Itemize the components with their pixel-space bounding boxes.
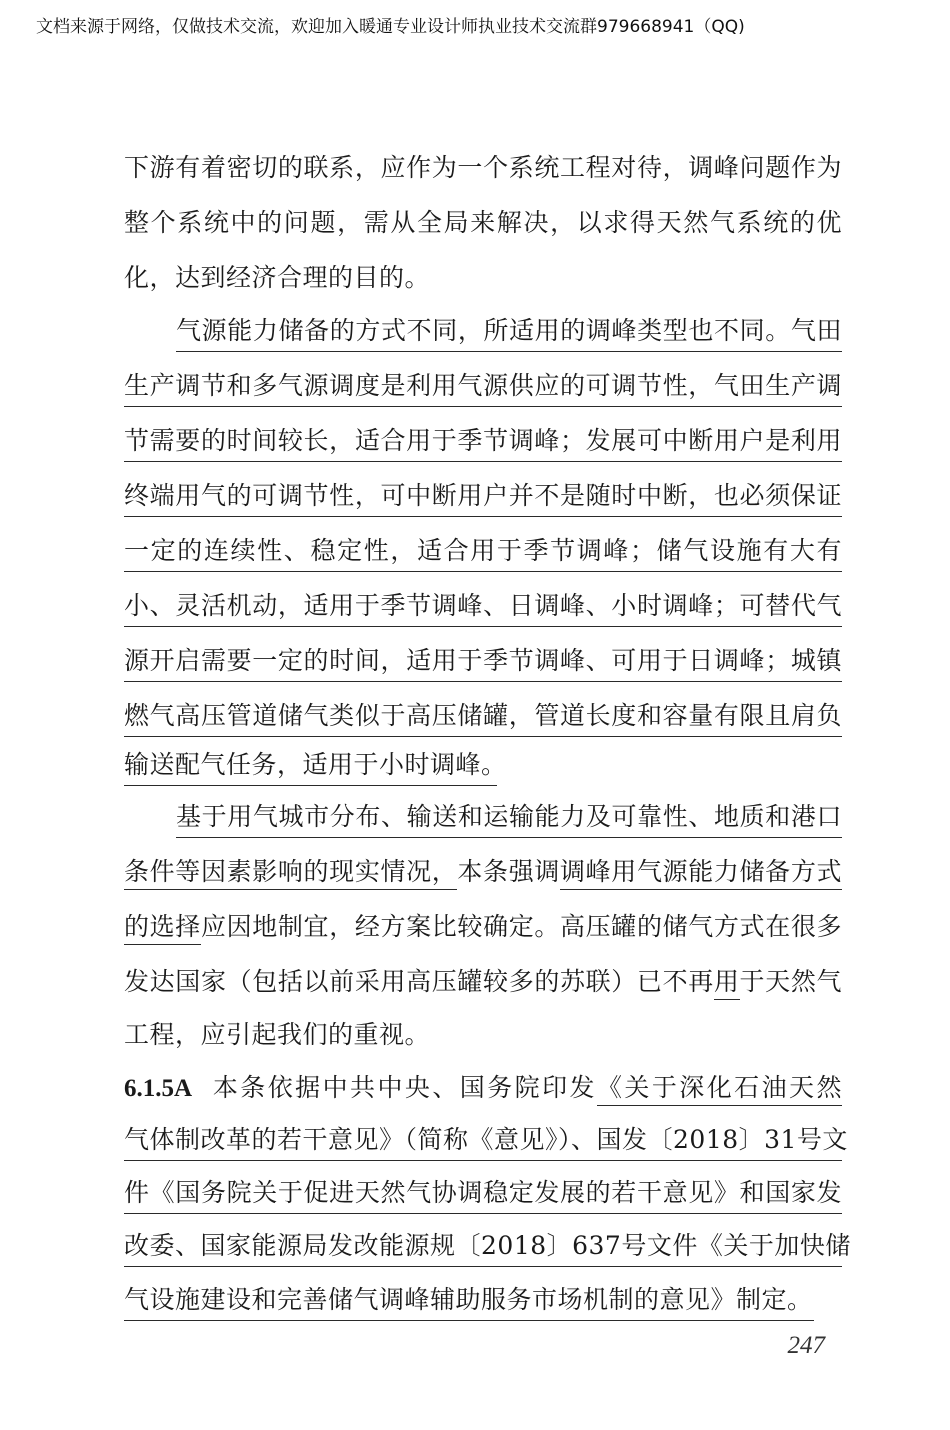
paragraph1-line-2: 整个系统中的问题，需从全局来解决，以求得天然气系统的优: [124, 208, 842, 237]
paragraph2-line-3: 节需要的时间较长，适合用于季节调峰；发展可中断用户是利用: [124, 421, 842, 462]
paragraph2-line-9: 输送配气任务，适用于小时调峰。: [124, 745, 497, 786]
paragraph3-line-2-underlined-b: 调峰用气源能力储备方式: [560, 857, 842, 890]
clause-number: 6.1.5A: [124, 1075, 193, 1102]
paragraph1-line-3: 化，达到经济合理的目的。: [124, 263, 431, 292]
paragraph2-line-7: 源开启需要一定的时间，适用于季节调峰、可用于日调峰；城镇: [124, 641, 842, 682]
paragraph2-line-6: 小、灵活机动，适用于季节调峰、日调峰、小时调峰；可替代气: [124, 586, 842, 627]
paragraph3-line-3-plain: 应因地制宜，经方案比较确定。高压罐的储气方式在很多: [200, 912, 842, 941]
clause-line-1-underlined: 《关于深化石油天然: [597, 1073, 842, 1106]
paragraph2-line-1: 气源能力储备的方式不同，所适用的调峰类型也不同。气田: [176, 311, 842, 352]
paragraph3-line-1: 基于用气城市分布、输送和运输能力及可靠性、地质和港口: [176, 797, 842, 838]
paragraph3-line-2: [124, 852, 842, 892]
page-number: 247: [787, 1332, 825, 1359]
clause-line-1-plain: 本条依据中共中央、国务院印发: [212, 1073, 597, 1102]
paragraph3-line-4-plain-a: 发达国家（包括以前采用高压罐较多的苏联）已不再: [124, 967, 714, 996]
clause-line-1: [124, 1068, 842, 1108]
paragraph3-line-4: [124, 962, 842, 1002]
paragraph3-line-3: [124, 907, 842, 947]
paragraph2-line-4: 终端用气的可调节性，可中断用户并不是随时中断，也必须保证: [124, 476, 842, 517]
paragraph2-line-2: 生产调节和多气源调度是利用气源供应的可调节性，气田生产调: [124, 366, 842, 407]
source-banner: 文档来源于网络，仅做技术交流，欢迎加入暖通专业设计师执业技术交流群979668941（QQ): [36, 17, 745, 37]
paragraph2-line-8: 燃气高压管道储气类似于高压储罐，管道长度和容量有限且肩负: [124, 696, 842, 737]
paragraph2-line-5: 一定的连续性、稳定性，适合用于季节调峰；储气设施有大有: [124, 531, 842, 572]
clause-line-4: 改委、国家能源局发改能源规〔2018〕637号文件《关于加快储: [124, 1226, 842, 1267]
paragraph3-line-3-underlined: 的选择: [124, 912, 201, 945]
clause-line-2: 气体制改革的若干意见》（简称《意见》）、国发〔2018〕31号文: [124, 1120, 842, 1161]
paragraph3-line-5: 工程，应引起我们的重视。: [124, 1020, 431, 1049]
paragraph3-line-4-plain-b: 于天然气: [739, 967, 842, 996]
paragraph3-line-4-underlined: 用: [714, 967, 740, 1000]
clause-line-3: 件《国务院关于促进天然气协调稳定发展的若干意见》和国家发: [124, 1173, 842, 1214]
paragraph1-line-1: 下游有着密切的联系，应作为一个系统工程对待，调峰问题作为: [124, 153, 842, 182]
clause-line-5: 气设施建设和完善储气调峰辅助服务市场机制的意见》制定。: [124, 1280, 814, 1321]
paragraph3-line-2-plain: 本条强调: [457, 857, 560, 886]
paragraph3-line-2-underlined-a: 条件等因素影响的现实情况，: [124, 857, 457, 890]
